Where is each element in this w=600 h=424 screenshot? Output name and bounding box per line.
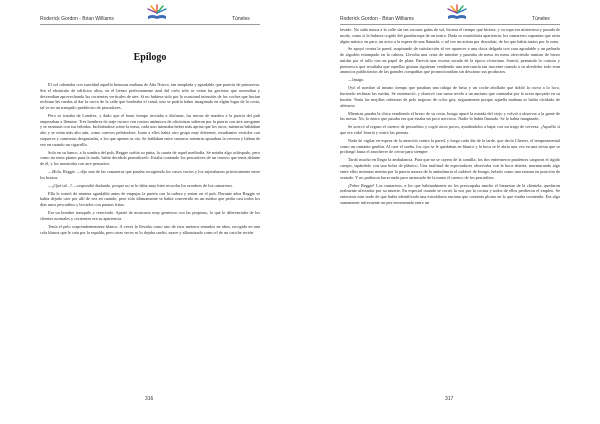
paragraph: Oyó el nombre al mismo tiempo que pasaban una ráfaga de brisa y un coche abollado que dobló la curva a lo loco, haciendo rechinar las ruedas. Se estremeció, y observó con suma recelo a un anciano que caminaba por la acera apoyado en su bastón. Tenía las mejillas cubiertas de pelo negroso de color gris, seguramente porque aquella mañana se había olvidado de afeitarse. (340, 85, 560, 108)
running-header-author: Roderick Gordon - Brian Williams (40, 16, 114, 22)
paragraph: ¡Pobre Reggie! Los camareros, a los que habitualmente no les preocupaba mucho el bienestar de la clientela, quedaron realmente afectados por su muerte. En especial cuando se corrió la voz por la cocina y todos de ellos perdieron el empleo. Se enteraron más tarde de que había identificado una estrafalaria anciana que contenía plomo en lo que estaba comiendo. Era algo sumamente infrecuente un pez envenenado entre un (340, 182, 560, 205)
left-page-body (40, 82, 260, 238)
page-number: 316 (145, 396, 154, 402)
paragraph: Tardó mucho en llegar la ambulancia. Para que no se cayera de la camilla, los dos enfermeros prudentes cargaron el rígido cuerpo, tapándolo con una bolsa de plástico. Una multitud de espectadores observaba con la boca abierta, murmurando algo entre ellos mientras metían por la puerta trasera de la ambulancia el cadáver de Imago, helado como una estatua en posición de sentado. Y no pudieron hacer nada para arrancarle de la mano el cuenco de los pescaditos. (340, 157, 560, 180)
paragraph: Se apoyó contra la pared, suspirando de satisfacción al ver aparecer a una chica delgada con cara agradable y un pañuelo de algodón estampado en la cabeza. Llevaba una cesta de mimbre y paseaba de mesa en mesa ofreciendo ramitas de brezo unidas por el tallo con un papel de plata. Parecía una escena sacada de la época victoriana. Sonrió, pensando lo curioso y pintoresco que resultaba que aquellas gitanas siguieran vendiendo una mercancía tan inocente cuando a su alrededor todo eran anuncios publicitarios de las grandes compañías que promocionaban sin descanso sus productos. (340, 46, 560, 75)
paragraph: Solo en su banco, a la sombra del pub, Reggie sorbía su pinta, la cuarta de aquel mediodía. Se notaba algo achispado, pero como no tenía planes para la tarde, había decidido permitírselo. Estaba contando los pescadores de un cuenco que tenía delante de él, y los masticaba con aire pensativo. (40, 149, 260, 167)
running-header-title: Túneles (532, 16, 550, 22)
running-header-title: Túneles (232, 16, 250, 22)
paragraph: Tenía el pelo sorprendentemente blanco. A veces lo llevaba como uno de esos meteros entrados en años, recogido en una cola blanca que le caía por la espalda, pero otras veces se lo dejaba suelto, suave y albornizado como el de un cariche recién (40, 223, 260, 235)
paragraph: —¿Qué tal...? —respondió dudando, porque no se le daba muy bien recordar los nombres de los camareros. (48, 182, 234, 188)
paragraph: Pero se trataba de Londres, y dado que el buen tiempo invitaba a disfrutar, las mesas de madera a la puerta del pub empezaban a llenarse. Tres hombres de traje oscuro con rostros anémicos de oficinistas salieron por la puerta con aire arrogante y se sentaron con sus bebidas. Inclinándose sobre la mesa, cada uno intentaba beber más aprisa que los otros, mientras hablaban alto y se reían más alto aún, como cuervos peleándose. Junto a ellos había otro grupo muy diferente, estudiantes vestidos con vaqueros y camisetas desgastadas, a los que apenas se oía. Se hablaban entre susurros mientras apuraban la cerveza y liaban de vez en cuando un cigarrillo. (40, 112, 260, 147)
paragraph: —Hola, Reggie —dijo una de las camareras que pasaba recogiendo los vasos vacíos y los sujetabarras prácticamente entre los brazos. (40, 169, 260, 180)
header-rule (340, 24, 560, 25)
open-book-logo-icon (146, 4, 168, 22)
paragraph: lavado. No salía nunca a la calle sin sus oscuras gafas de sol, hiciera el tiempo que hiciera, y su ropa era misteriosa y pasada de moda, como si la hubiera cogido del guardarropa de un teatro. Dada su estrafalaria apariencia, los camareros suponían que sería algún músico en paro, un actor a la espera de una llamada, o tal vez un artista por descubrir, de los que había tantos por la zona. (340, 27, 560, 44)
paragraph: Nada de vigilar en espera de la atención contra la pared, y luego cada día de la tarde, que decía Chester, el temperamental como un cantante gruñón. Al caer el sueño, los ojos se le quedaban en blanco y la boca se le abría una vez en una siesta que se prolongó hasta el anochecer de cerrar para siempre. (340, 137, 560, 155)
chapter-title: Epílogo (133, 52, 167, 63)
paragraph: —Imago. (348, 77, 365, 83)
paragraph: Se acercó al regazo el cuenco de pescaditos y cogió otros pocos, ayudándolos a bajar con un trago de cerveza. ¡Aquello sí que era vida! Sonrió y estiró las piernas. (340, 124, 560, 135)
open-book-logo-icon (446, 4, 468, 22)
running-header-author: Roderick Gordon - Brian Williams (340, 16, 414, 22)
paragraph: Mientras pasaba la chica vendiendo el brezo de su cesta, Imago apuró la mirada del viejo y volvió a observar a la gente de las mesas. No, lo único que pasaba era que estaba un poco nervioso. Nadie lo había llamado. Se lo había imaginado. (340, 110, 560, 122)
paragraph: Era un hombre tranquilo y reservado. Aparte de mostrarse muy generoso con las propinas, lo que le diferenciaba de los clientes normales y corrientes era su apariencia. (40, 210, 260, 221)
page-number: 317 (445, 396, 454, 402)
header-rule (40, 24, 260, 25)
paragraph: Ella le sonrió de manera agradable antes de empujar la puerta con la cadera y entrar en el pub. Durante años Reggie se había dejado caer por allí de vez en cuando, pero sólo últimamente se había convertido en un asiduo que pedía casi todos los días unos pescaditos y bocados con patatas fritas. (40, 190, 260, 208)
right-page-body (340, 27, 560, 208)
paragraph: El sol calentaba con suavidad aquella hermosa mañana de Año Nuevo, tan templada y agradable que parecía de primavera. Sin el obstáculo de edificios altos, en el lienzo perfectamente azul del cielo sólo se veían las gaviotas que ascendían y descendían aprovechando las corrientes verticales de aire. Si no hubiera sido por la ocasional intrusión de los coches que hacían rechinar las ruedas al dar la curva de la calle que bordeaba el canal, uno se podría haber imaginado en algún lugar de la costa, tal ve en un tranquilo pueblecito de pescadores. (40, 82, 260, 110)
